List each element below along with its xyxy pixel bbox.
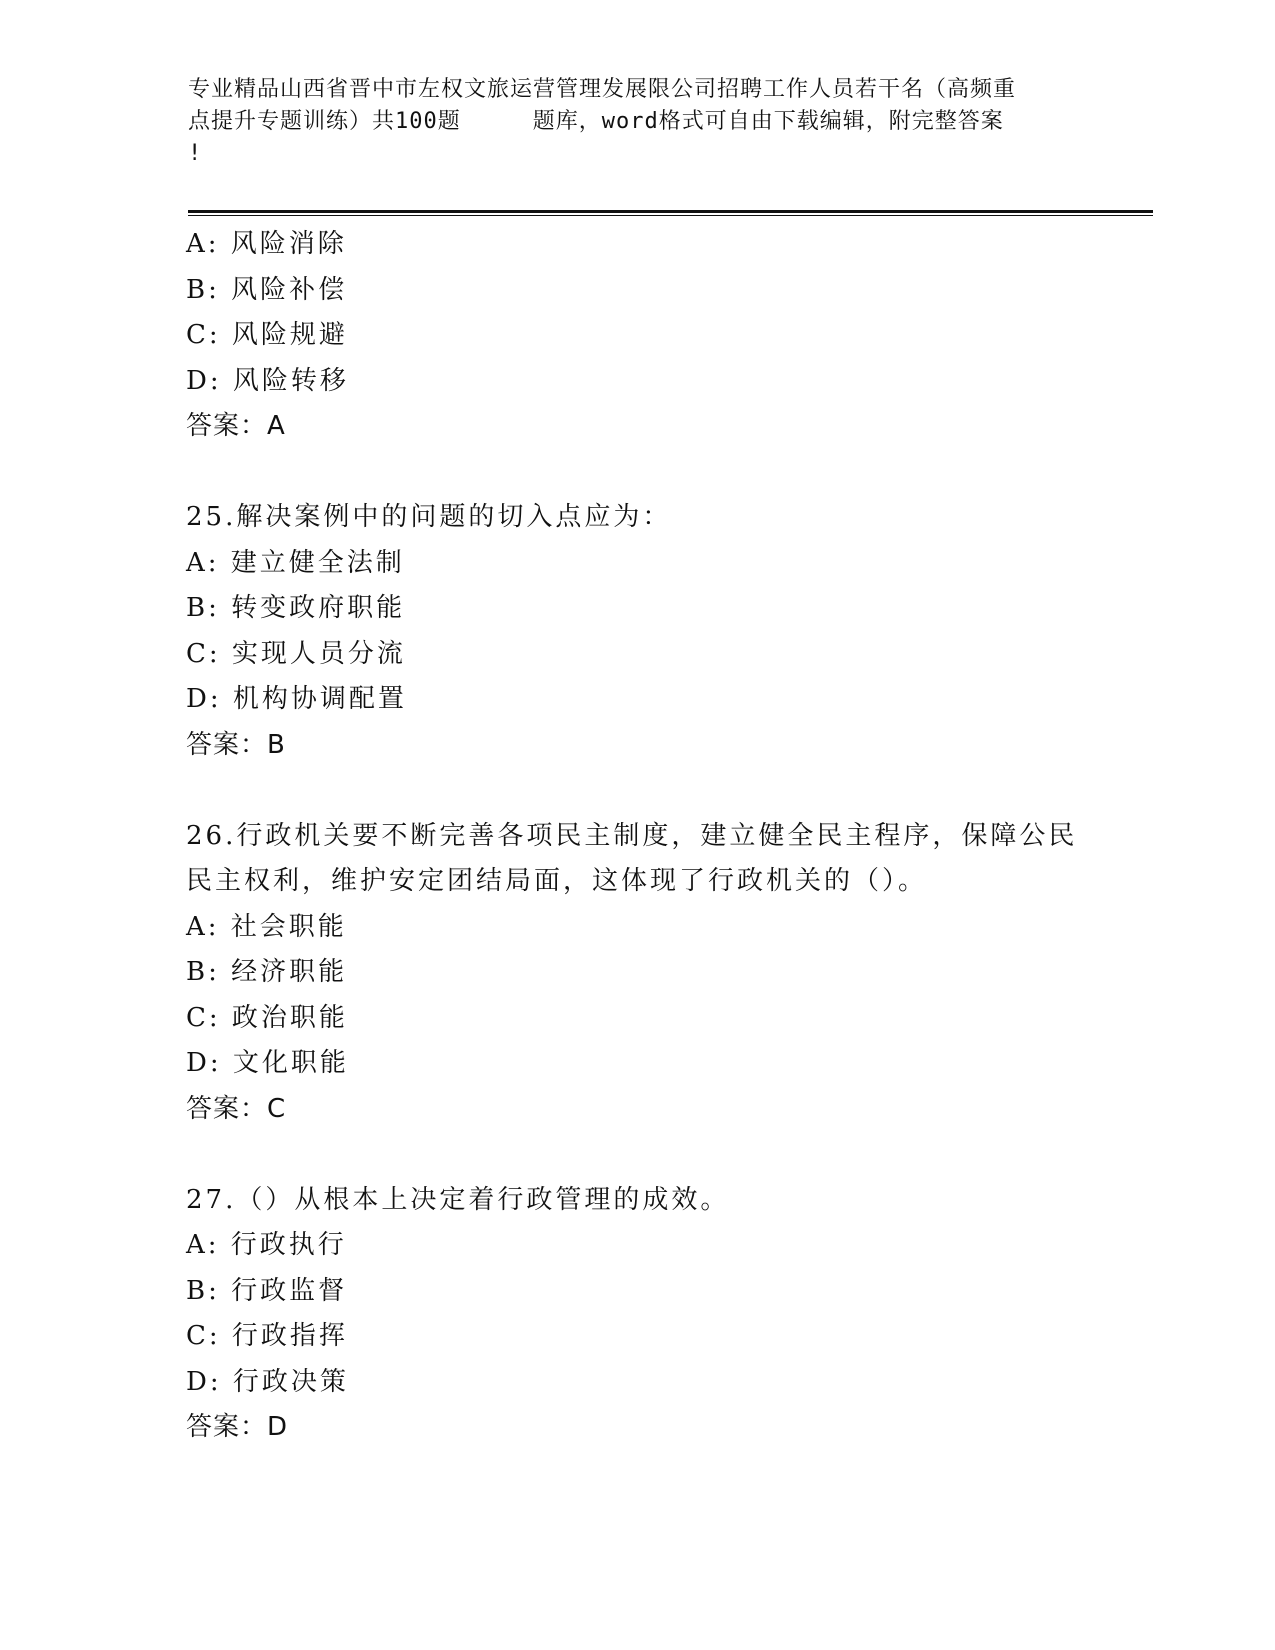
option-b: B: 风险补偿 <box>186 274 348 305</box>
header-line-2 <box>188 106 1088 138</box>
option-b: B: 经济职能 <box>186 957 348 987</box>
question-text-line-2: 民主权利，维护安定团结局面，这体现了行政机关的（）。 <box>186 866 928 896</box>
header-rule-thick <box>188 210 1153 213</box>
header-rule-thin <box>188 215 1153 216</box>
answer-text: 答案：B <box>186 729 286 760</box>
option-c: C: 风险规避 <box>186 320 348 350</box>
answer-text: 答案：C <box>186 1093 287 1124</box>
answer-text: 答案：D <box>186 1412 289 1442</box>
question-block-24 <box>186 222 1086 450</box>
document-header <box>188 74 1088 170</box>
option-c: C: 行政指挥 <box>186 1321 348 1351</box>
option-d: D: 行政决策 <box>186 1366 349 1397</box>
option-a: A: 社会职能 <box>186 911 347 942</box>
question-text: 25.解决案例中的问题的切入点应为： <box>186 502 672 532</box>
option-c: C: 政治职能 <box>186 1002 348 1033</box>
option-b: B: 转变政府职能 <box>186 593 406 623</box>
question-list <box>186 222 1086 1451</box>
option-d: D: 风险转移 <box>186 365 349 396</box>
option-d: D: 机构协调配置 <box>186 684 407 714</box>
option-a: A: 风险消除 <box>186 229 347 259</box>
question-text: 27.（）从根本上决定着行政管理的成效。 <box>186 1184 730 1215</box>
option-a: A: 建立健全法制 <box>186 547 405 578</box>
header-line-2-part-1: 点提升专题训练）共100题 <box>188 109 461 134</box>
question-block-25 <box>186 495 1086 768</box>
header-line-3: ! <box>188 141 203 166</box>
question-block-27 <box>186 1178 1086 1451</box>
header-line-2-part-2: 题库，word格式可自由下载编辑，附完整答案 <box>532 109 1004 134</box>
option-a: A: 行政执行 <box>186 1230 347 1260</box>
answer-text: 答案：A <box>186 411 286 441</box>
option-b: B: 行政监督 <box>186 1275 348 1306</box>
header-line-1: 专业精品山西省晋中市左权文旅运营管理发展限公司招聘工作人员若干名（高频重 <box>188 77 1017 102</box>
question-text-line-1: 26.行政机关要不断完善各项民主制度，建立健全民主程序，保障公民 <box>186 820 1078 851</box>
question-block-26 <box>186 814 1086 1133</box>
option-c: C: 实现人员分流 <box>186 638 406 669</box>
option-d: D: 文化职能 <box>186 1048 349 1078</box>
